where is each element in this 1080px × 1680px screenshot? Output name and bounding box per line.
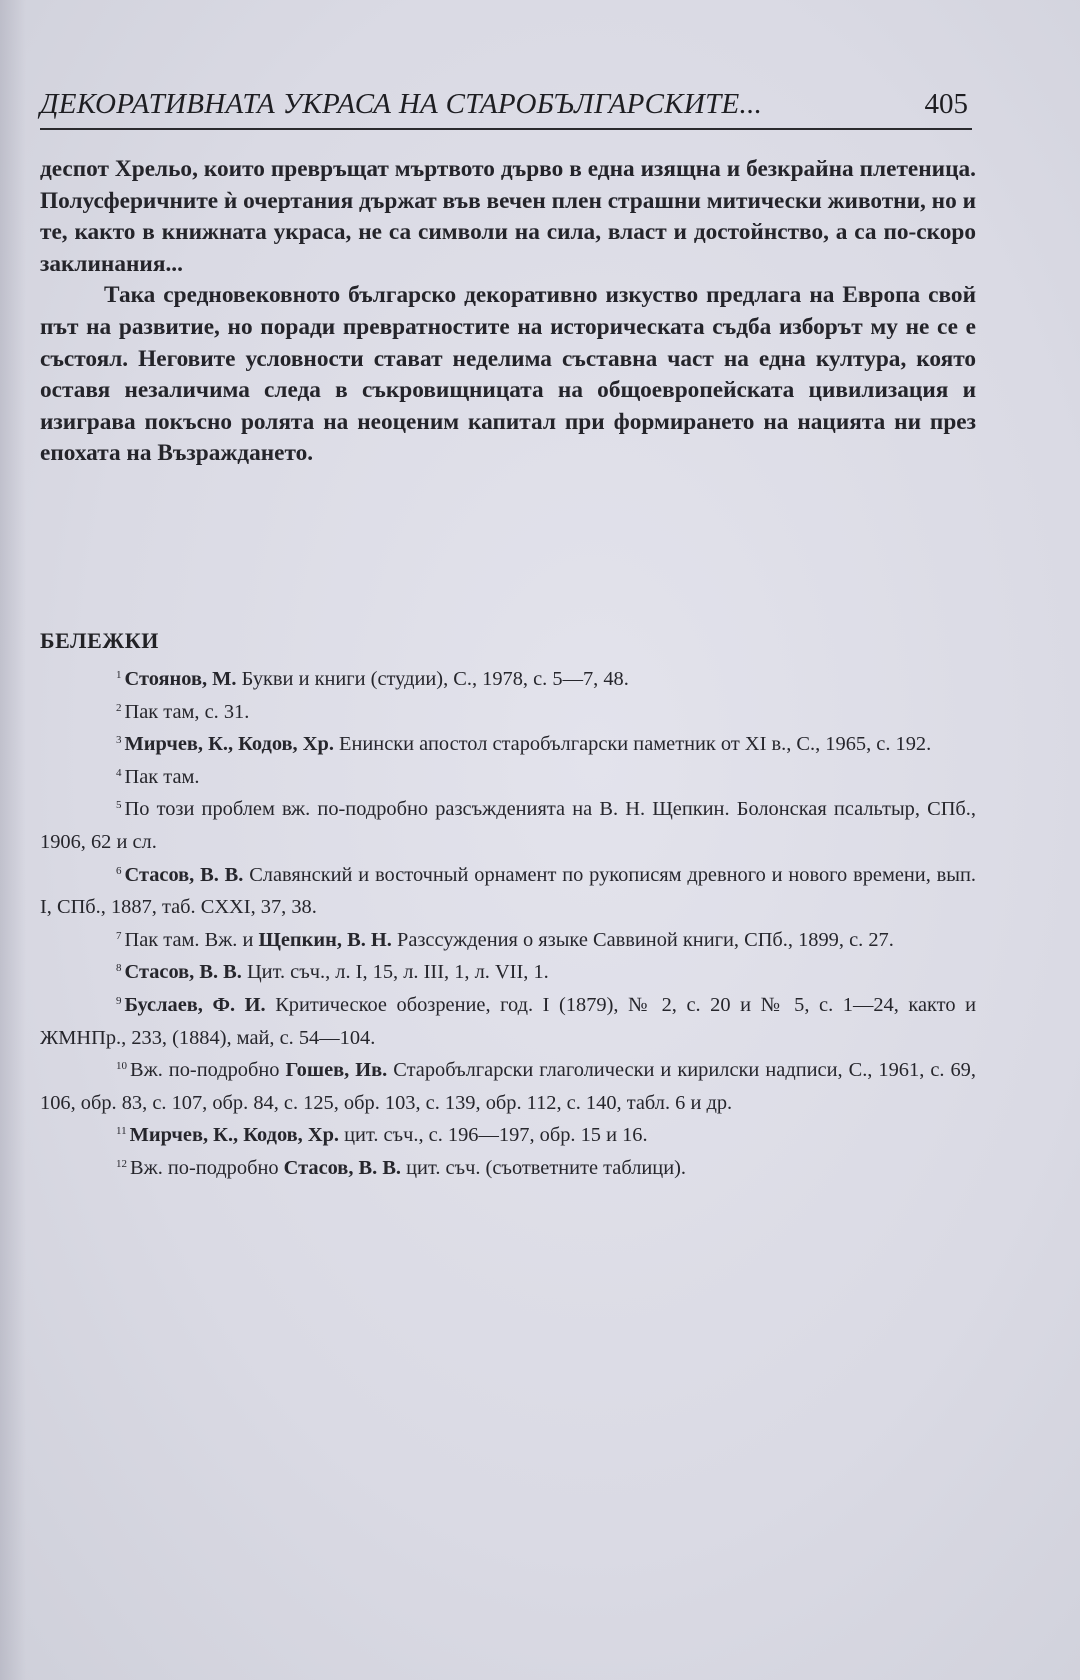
- note-text: Пак там, с. 31.: [124, 700, 250, 723]
- note-text: Старобългарски глаголически и кирилски надписи, С., 1961, с. 69, 106, обр. 83, с. 107, обр. 84, с. 125, обр. 103, с. 139, обр. 112, с. 140, табл. 6 и др.: [40, 1059, 976, 1114]
- note-text: Славянский и восточный орнамент по рукописям древного и нового времени, вып. I, СПб., 1887, таб. CXXI, 37, 38.: [40, 863, 976, 919]
- note-item: [40, 728, 976, 761]
- note-author: Мирчев, К., Кодов, Хр.: [124, 733, 334, 756]
- note-number: 7: [116, 929, 122, 942]
- note-number: 1: [116, 669, 122, 681]
- page-number: 405: [924, 88, 968, 120]
- note-text: По този проблем вж. по-подробно разсъжденията на В. Н. Щепкин. Болонская псальтыр, СПб., 1906, 62 и сл.: [40, 798, 976, 853]
- note-text: Критическое обозрение, год. I (1879), № 2, с. 20 и № 5, с. 1—24, както и ЖМНПр., 233, (1884), май, с. 54—104.: [40, 993, 977, 1049]
- note-number: 10: [116, 1060, 127, 1073]
- note-author: Буслаев, Ф. И.: [124, 993, 266, 1016]
- running-title: ДЕКОРАТИВНАТА УКРАСА НА СТАРОБЪЛГАРСКИТЕ...: [40, 88, 763, 120]
- note-text: цит. съч. (съответните таблици).: [401, 1156, 687, 1179]
- note-text: Енински апостол старобългарски паметник от XI в., С., 1965, с. 192.: [333, 733, 932, 756]
- note-item: [40, 956, 976, 989]
- note-author: Стасов, В. В.: [283, 1156, 402, 1179]
- note-number: 6: [116, 864, 122, 877]
- note-item: [40, 1054, 976, 1119]
- note-author: Гошев, Ив.: [285, 1059, 388, 1082]
- note-item: [40, 989, 976, 1054]
- note-item: [40, 696, 976, 729]
- note-number: 9: [116, 994, 122, 1007]
- note-author: Щепкин, В. Н.: [258, 928, 392, 951]
- paragraph: деспот Хрельо, които превръщат мъртвото дърво в една изящна и безкрайна плетеница. Полусферичните ѝ очертания държат във вечен плен страшни митически животни, но и те, както в книжната украса, не са символи на сила, власт и достойнство, а са по-скоро заклинания...: [40, 156, 976, 277]
- note-text: Разссуждения о языке Саввиной книги, СПб., 1899, с. 27.: [391, 928, 894, 951]
- note-item: [40, 924, 976, 957]
- note-text: Пак там.: [124, 765, 200, 788]
- note-text: Букви и книги (студии), С., 1978, с. 5—7, 48.: [236, 668, 629, 690]
- notes-list: [40, 663, 976, 1185]
- note-number: 3: [116, 734, 122, 747]
- note-author: Стасов, В. В.: [124, 863, 244, 886]
- note-item: [40, 663, 976, 696]
- note-text: Цит. съч., л. I, 15, л. III, 1, л. VII, 1.: [241, 961, 549, 984]
- notes-heading: БЕЛЕЖКИ: [40, 628, 160, 653]
- page-gutter-shadow: [0, 0, 26, 1680]
- note-item: [40, 859, 976, 924]
- note-number: 4: [116, 766, 122, 779]
- note-number: 11: [116, 1125, 127, 1138]
- note-item: [40, 761, 976, 794]
- note-item: [40, 1119, 976, 1152]
- note-prefix: Вж. по-подробно: [130, 1059, 286, 1082]
- note-number: 5: [116, 799, 122, 812]
- note-author: Стасов, В. В.: [124, 961, 242, 984]
- note-prefix: Вж. по-подробно: [130, 1156, 284, 1179]
- paragraph: Така средновековното българско декоративно изкуство предлага на Европа свой път на развитие, но поради превратностите на историческата съдба изборът му не се е състоял. Неговите условности стават неделима съставна част на една култура, която оставя незаличима следа в съкровищницата на общоевропейската цивилизация и изиграва покъсно ролята на неоценим капитал при формирането на нацията ни през епохата на Възраждането.: [40, 282, 976, 467]
- note-number: 8: [116, 962, 122, 975]
- page-header: [40, 84, 972, 130]
- note-text: цит. съч., с. 196—197, обр. 15 и 16.: [339, 1124, 648, 1147]
- note-number: 2: [116, 701, 122, 714]
- main-text: [40, 154, 976, 470]
- note-prefix: Пак там. Вж. и: [124, 928, 259, 951]
- note-item: [40, 1152, 976, 1185]
- note-author: Мирчев, К., Кодов, Хр.: [129, 1124, 340, 1147]
- note-item: [40, 793, 976, 858]
- note-author: Стоянов, М.: [124, 668, 237, 690]
- note-number: 12: [116, 1157, 127, 1170]
